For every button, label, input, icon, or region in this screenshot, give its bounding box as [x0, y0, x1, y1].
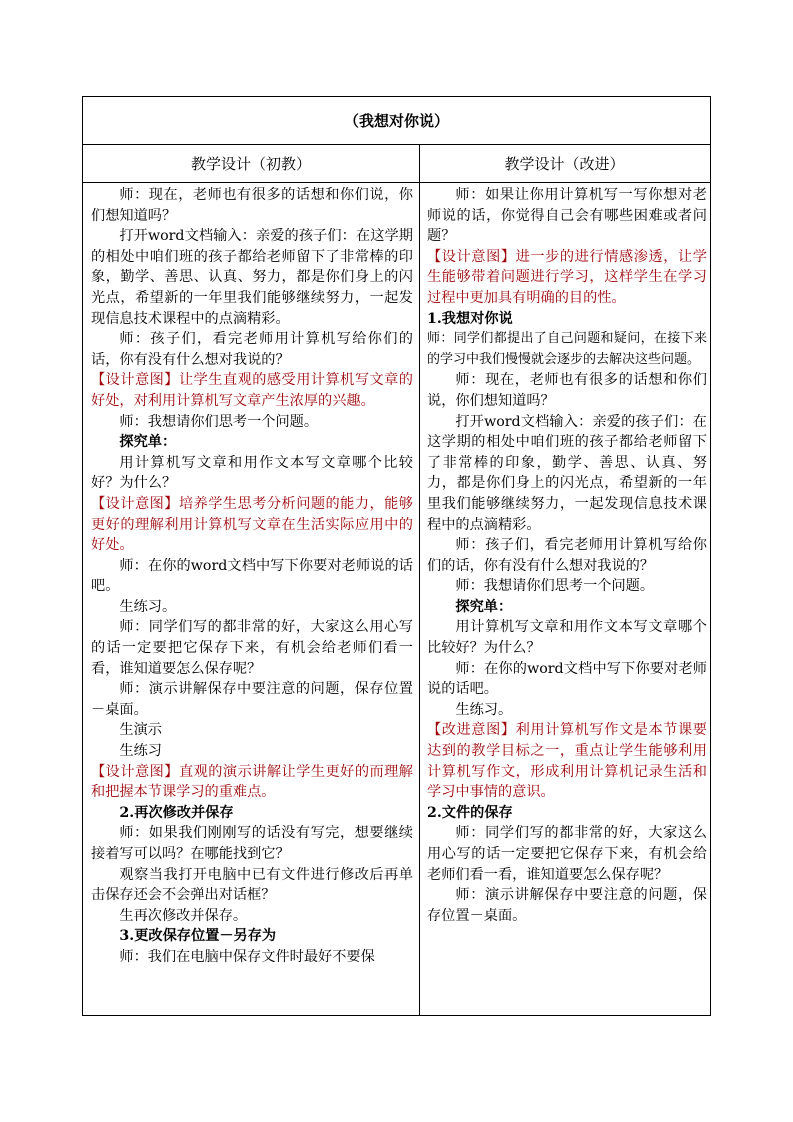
left-paragraph: 师：我们在电脑中保存文件时最好不要保	[119, 948, 375, 965]
left-paragraph: 用计算机写文章和用作文本写文章哪个比较好？为什么？	[91, 454, 413, 492]
left-paragraph: 2.再次修改并保存	[119, 804, 234, 821]
left-paragraph: 观察当我打开电脑中已有文件进行修改后再单击保存还会不会弹出对话框？	[91, 866, 413, 904]
right-paragraph: 师：同学们写的都非常的好，大家这么用心写的话一定要把它保存下来，有机会给老师们看一看，谁知道要怎么保存呢？	[427, 825, 707, 883]
left-paragraph: 3.更改保存位置－另存为	[119, 928, 277, 945]
right-paragraph: 师：在你的word文档中写下你要对老师说的话吧。	[427, 660, 707, 698]
left-paragraph: 【设计意图】让学生直观的感受用计算机写文章的好处，对利用计算机写文章产生浓厚的兴趣。	[91, 372, 413, 409]
left-paragraph: 【设计意图】直观的演示讲解让学生更好的而理解和把握本节课学习的重难点。	[91, 763, 413, 801]
left-paragraph: 师：现在，老师也有很多的话想和你们说，你们想知道吗？	[91, 187, 413, 224]
lesson-table	[82, 96, 711, 1016]
right-paragraph: 师：如果让你用计算机写一写你想对老师说的话，你觉得自己会有哪些困难或者问题？	[427, 187, 707, 245]
right-paragraph: 用计算机写文章和用作文本写文章哪个比较好？为什么？	[427, 619, 707, 657]
left-paragraph: 师：如果我们刚刚写的话没有写完，想要继续接着写可以吗？在哪能找到它？	[91, 825, 413, 862]
right-paragraph: 师：演示讲解保存中要注意的问题，保存位置－桌面。	[427, 887, 707, 924]
right-paragraph: 2.文件的保存	[427, 804, 513, 821]
right-paragraph: 探究单：	[455, 598, 513, 615]
left-paragraph: 师：同学们写的都非常的好，大家这么用心写的话一定要把它保存下来，有机会给老师们看一看，谁知道要怎么保存呢？	[91, 619, 413, 677]
right-paragraph: 师：同学们都提出了自己问题和疑问，在接下来的学习中我们慢慢就会逐步的去解决这些问题。	[427, 331, 707, 367]
left-paragraph: 师：演示讲解保存中要注意的问题，保存位置－桌面。	[91, 681, 413, 718]
left-paragraph: 生练习。	[119, 598, 177, 615]
right-paragraph: 【改进意图】利用计算机写作文是本节课要达到的教学目标之一，重点让学生能够利用计算机写作文，形成利用计算机记录生活和学习中事情的意识。	[427, 722, 707, 801]
initial-design-column	[91, 185, 413, 1015]
table-title: （我想对你说）	[83, 97, 710, 145]
left-paragraph: 生演示	[119, 722, 162, 739]
improved-design-column	[427, 185, 707, 1015]
left-paragraph: 【设计意图】培养学生思考分析问题的能力，能够更好的理解利用计算机写文章在生活实际应用中的好处。	[91, 495, 413, 554]
right-paragraph: 师：孩子们，看完老师用计算机写给你们的话，你有没有什么想对我说的？	[427, 537, 707, 574]
left-paragraph: 探究单：	[119, 434, 177, 451]
left-paragraph: 师：在你的word文档中写下你要对老师说的话吧。	[91, 557, 413, 595]
left-paragraph: 生再次修改并保存。	[119, 907, 248, 924]
right-paragraph: 【设计意图】进一步的进行情感渗透，让学生能够带着问题进行学习，这样学生在学习过程中更加具有明确的目的性。	[427, 248, 707, 306]
left-paragraph: 师：孩子们，看完老师用计算机写给你们的话，你有没有什么想对我说的？	[91, 331, 413, 368]
header-row	[83, 145, 710, 183]
right-paragraph: 打开word文档输入：亲爱的孩子们：在这学期的相处中咱们班的孩子都给老师留下了非常棒的印象，勤学、善思、认真、努力，都是你们身上的闪光点，希望新的一年里我们能够继续努力，一起发现信息技术课程中的点滴精彩。	[427, 413, 707, 533]
header-initial-design: 教学设计（初教）	[190, 155, 311, 173]
right-paragraph: 生练习。	[455, 701, 513, 718]
right-paragraph: 师：现在，老师也有很多的话想和你们说，你们想知道吗？	[427, 372, 707, 409]
header-improved-design: 教学设计（改进）	[504, 155, 625, 173]
left-paragraph: 生练习	[119, 743, 162, 760]
left-paragraph: 打开word文档输入：亲爱的孩子们：在这学期的相处中咱们班的孩子都给老师留下了非常棒的印象，勤学、善思、认真、努力，都是你们身上的闪光点，希望新的一年里我们能够继续努力，一起发现信息技术课程中的点滴精彩。	[91, 228, 413, 327]
left-paragraph: 师：我想请你们思考一个问题。	[119, 413, 319, 430]
right-paragraph: 师：我想请你们思考一个问题。	[455, 578, 655, 595]
right-paragraph: 1.我想对你说	[427, 310, 513, 327]
column-divider	[419, 145, 420, 1015]
